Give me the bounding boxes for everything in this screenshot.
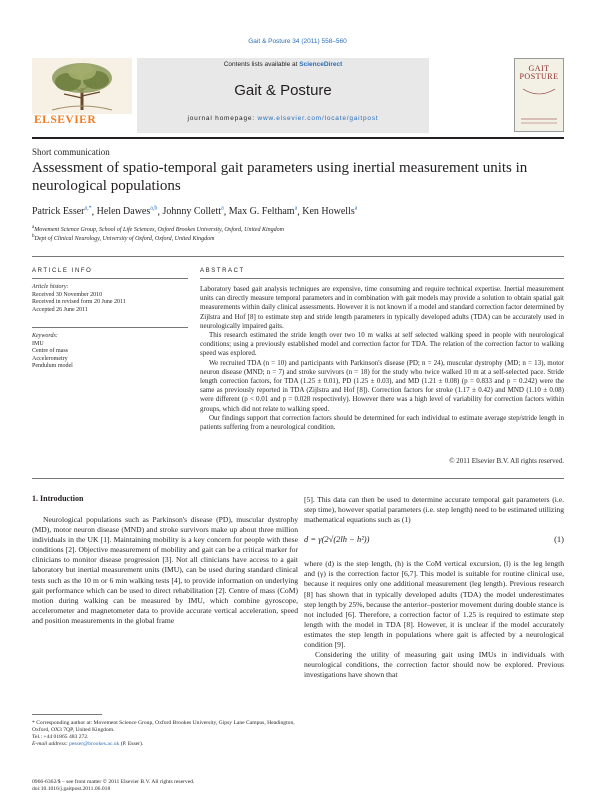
header-rule [32, 137, 564, 139]
article-title: Assessment of spatio-temporal gait parameters using inertial measurement units in neurological populations [32, 160, 528, 194]
body-column-left [32, 515, 298, 626]
abstract-paragraph: Laboratory based gait analysis techniques are expensive, time consuming and require technical expertise. Inertial measurement units can directly measure temporal parameters and in combination with gait models may provide a solution to obtain spatial gait measurements within daily clinical assessments. However it is not known if a model and standard correction factor determined by Zijlstra and Hof [8] to estimate step and stride length parameters in typically developed adults (TDA) can be accurately used in neurologically impaired gaits. [200, 285, 564, 330]
body-column-right [304, 495, 564, 680]
body-paragraph: Neurological populations such as Parkinson's disease (PD), muscular dystrophy (MD), motor neuron disease (MND) and stroke survivors make up about three million individuals in the UK [1]. Maintaining mobility is a key concern for people with these conditions [2]. Objective measurement of mobility and gait can be a critical marker for clinicians to monitor disease progression [3]. Not all clinicians have access to a gait laboratory but inertial measurement units (IMU), can be used during standard clinical tests such as the 10 m or 6 min walking tests [4], to provide information on underlying gait performance which can be used to direct rehabilitation [2]. Centre of mass (CoM) motion during walking can be measured by IMU, which combine gyroscope, accelerometer and magnetometer data to provide accurate vertical acceleration, speed and position measurements in the global frame [32, 515, 298, 625]
article-category: Short communication [32, 147, 110, 157]
cover-art-icon [515, 59, 563, 131]
equation-block [304, 525, 564, 559]
body-paragraph: [5]. This data can then be used to determine accurate temporal gait parameters (i.e. step time), however spatial parameters (i.e. step length) need to be estimated utilizing mathematical equations such as (1) [304, 495, 564, 525]
elsevier-logo [32, 58, 132, 133]
contents-line: Contents lists available at ScienceDirect [223, 61, 343, 68]
author[interactable]: Max G. Feltham$^a$ [228, 206, 298, 218]
journal-banner [137, 58, 429, 133]
affiliation: $^a$Movement Science Group, School of Life Sciences, Oxford Brookes University, Oxford, United Kingdom [32, 225, 284, 233]
cover-title: GAIT POSTURE [519, 64, 559, 81]
sciencedirect-link[interactable]: ScienceDirect [299, 61, 343, 68]
equation-number: (1) [554, 534, 564, 545]
abstract-paragraph: This research estimated the stride length over two 10 m walks at self selected walking speed in people with neurological conditions; using a previously established model and correction factor for TDA. The relation of the correction factor to walking speed was explored. [200, 331, 564, 358]
journal-name: Gait & Posture [234, 82, 332, 99]
article-info-heading: ARTICLE INFO [32, 268, 93, 274]
article-info-rule [32, 278, 188, 279]
abstract-paragraph: We recruited TDA (n = 10) and participants with Parkinson's disease (PD; n = 24), muscular dystrophy (MD; n = 13), motor neuron disease (MND; n = 7) and stroke survivors (n = 18) for the study who twice walked 10 m at a self-selected pace. Stride length correction factors, for TDA (1.25 ± 0.01), PD (1.25 ± 0.03), and MD (1.21 ± 0.08) (p = 0.833 and p = 0.242) were the same as previously reported in TDA (Zijlstra and Hof [8]). Correction factors for stroke (1.17 ± 0.42) and MND (1.10 ± 0.08) were different (p < 0.01 and p = 0.028 respectively). However there was a high level of variability for correction factors within groups, which did not relate to walking speed. [200, 358, 564, 413]
body-paragraph: where (d) is the step length, (h) is the CoM vertical excursion, (l) is the leg length and (γ) is the correction factor [6,7]. This model is suitable for routine clinical use, because it requires only one additional measurement (leg length). Previous research [8] has shown that in typically developed adults (TDA) the model underestimates step length by 25%, because the anterior–posterior movement during double stance is not included [6]. Therefore, a correction factor of 1.25 is required to estimate step length with the model in TDA [8]. However, it is unclear if the model accurately estimates the step length in populations where gait is affected by a neurological condition [9]. [304, 559, 564, 650]
affiliation: $^b$Dept of Clinical Neurology, University of Oxford, Oxford, United Kingdom [32, 234, 215, 242]
equation: d = γ(2√(2lh − h²)) [304, 534, 370, 545]
author[interactable]: Johnny Collett$^a$ [162, 206, 224, 218]
abstract-paragraph: Our findings support that correction factors should be determined for each individual to estimate average step/stride length in patients suffering from a neurological condition. [200, 413, 564, 432]
abstract-divider [32, 478, 564, 479]
publisher-name: ELSEVIER [34, 114, 97, 126]
corresponding-author-footnote: * Corresponding author at: Movement Science Group, Oxford Brookes University, Gipsy Lane Campus, Headington, Oxford, OX3 7QP, United Kingdom. Tel.: +44 01865 483 272. E-mail address: pesser@brookes.ac.uk (P. Esser). [32, 720, 295, 747]
journal-citation[interactable]: Gait & Posture 34 (2011) 558–560 [248, 38, 347, 45]
article-history: Article history: Received 30 November 2010 Received in revised form 20 June 2011 Accepted 26 June 2011 [32, 284, 126, 313]
body-paragraph: Considering the utility of measuring gait using IMUs in individuals with neurological conditions, the correction factor should now be explored. Previous investigations have shown that [304, 650, 564, 680]
author-list: Patrick Esser$^{a,*}$, Helen Dawes$^{a,b}$, Johnny Collett$^a$, Max G. Feltham$^a$, Ken Howells$^a$ [32, 206, 358, 218]
journal-header [32, 58, 564, 133]
journal-homepage: journal homepage: www.elsevier.com/locate/gaitpost [187, 115, 379, 122]
copyright-notice: © 2011 Elsevier B.V. All rights reserved. [449, 457, 564, 465]
footnote-rule [32, 714, 102, 715]
keywords-rule [32, 327, 188, 328]
issn-line: 0966-6362/$ – see front matter © 2011 Elsevier B.V. All rights reserved. [32, 779, 195, 785]
journal-homepage-link[interactable]: www.elsevier.com/locate/gaitpost [257, 115, 379, 122]
title-divider [32, 256, 564, 257]
section-heading-introduction: 1. Introduction [32, 494, 84, 503]
elsevier-tree-icon [32, 58, 132, 114]
author[interactable]: Patrick Esser$^{a,*}$ [32, 206, 92, 218]
journal-cover-image [514, 58, 564, 132]
author[interactable]: Ken Howells$^a$ [302, 206, 358, 218]
abstract-rule [200, 278, 564, 279]
author-email-link[interactable]: pesser@brookes.ac.uk [69, 741, 120, 747]
doi-link[interactable]: doi:10.1016/j.gaitpost.2011.06.018 [32, 786, 111, 792]
publication-info [32, 779, 194, 793]
abstract-body [200, 285, 564, 432]
abstract-heading: ABSTRACT [200, 268, 245, 274]
author[interactable]: Helen Dawes$^{a,b}$ [96, 206, 158, 218]
keywords-list: Keywords: IMU Centre of mass Accelerometry Pendulum model [32, 333, 73, 370]
